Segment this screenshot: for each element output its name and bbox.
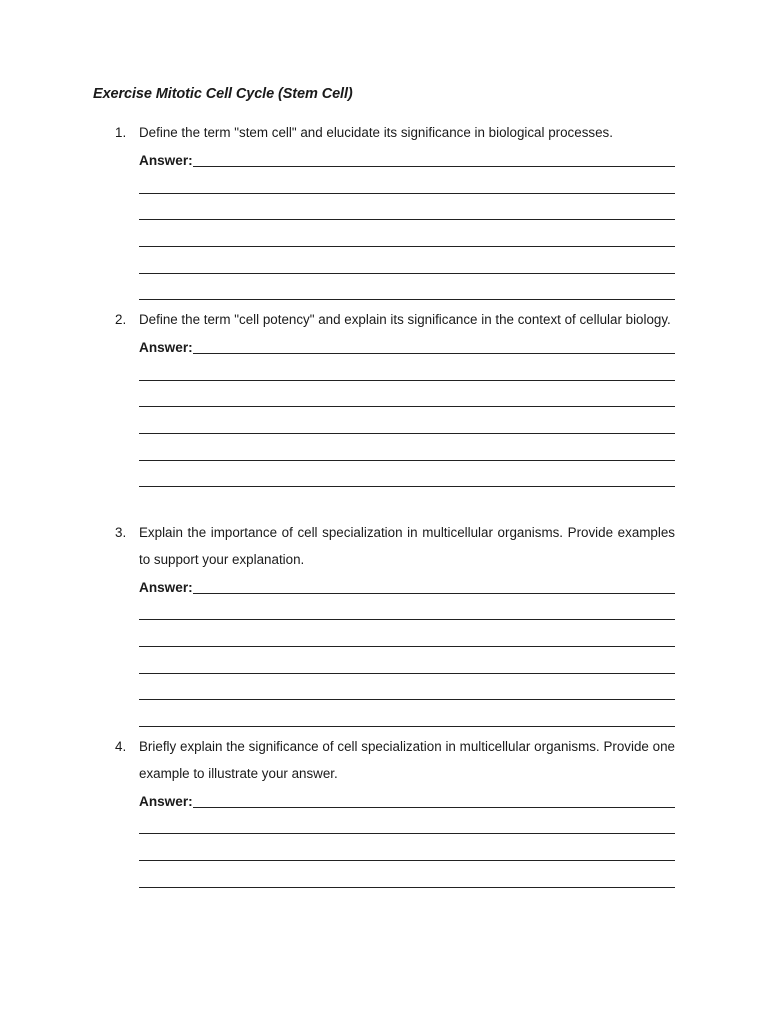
answer-line[interactable] [139, 861, 675, 888]
answer-line[interactable] [139, 247, 675, 274]
question-1-row [115, 120, 675, 147]
question-3 [115, 520, 675, 733]
question-4-number: 4. [115, 739, 127, 754]
answer-line[interactable] [139, 620, 675, 647]
answer-line[interactable] [139, 834, 675, 861]
question-2-text: Define the term "cell potency" and explain its significance in the context of cellular biology. [139, 312, 671, 327]
answer-line[interactable] [139, 594, 675, 621]
question-3-row [115, 520, 675, 573]
answer-label: Answer: [139, 340, 193, 356]
question-1 [115, 120, 675, 306]
answer-label: Answer: [139, 793, 193, 809]
answer-label: Answer: [139, 153, 193, 169]
answer-line[interactable] [139, 700, 675, 727]
answer-line[interactable] [139, 808, 675, 835]
question-2-row [115, 307, 675, 334]
answer-line[interactable] [139, 381, 675, 408]
question-2-number: 2. [115, 312, 127, 327]
answer-line[interactable] [139, 220, 675, 247]
question-1-number: 1. [115, 125, 127, 140]
answer-line[interactable] [139, 167, 675, 194]
answer-line[interactable] [139, 674, 675, 701]
question-2 [115, 307, 675, 493]
answer-line[interactable] [139, 274, 675, 301]
worksheet-title: Exercise Mitotic Cell Cycle (Stem Cell) [93, 86, 353, 102]
answer-label: Answer: [139, 579, 193, 595]
question-4 [115, 734, 675, 894]
question-4-row [115, 734, 675, 787]
question-3-number: 3. [115, 525, 127, 540]
question-1-text: Define the term "stem cell" and elucidate its significance in biological processes. [139, 125, 613, 140]
question-3-text: Explain the importance of cell specialization in multicellular organisms. Provide examples to support your explanation. [139, 525, 675, 567]
answer-line[interactable] [139, 434, 675, 461]
answer-line[interactable] [139, 354, 675, 381]
answer-line[interactable] [139, 407, 675, 434]
question-4-text: Briefly explain the significance of cell specialization in multicellular organisms. Provide one example to illustrate your answer. [139, 739, 675, 781]
answer-line[interactable] [139, 194, 675, 221]
answer-line[interactable] [139, 647, 675, 674]
answer-line[interactable] [139, 461, 675, 488]
